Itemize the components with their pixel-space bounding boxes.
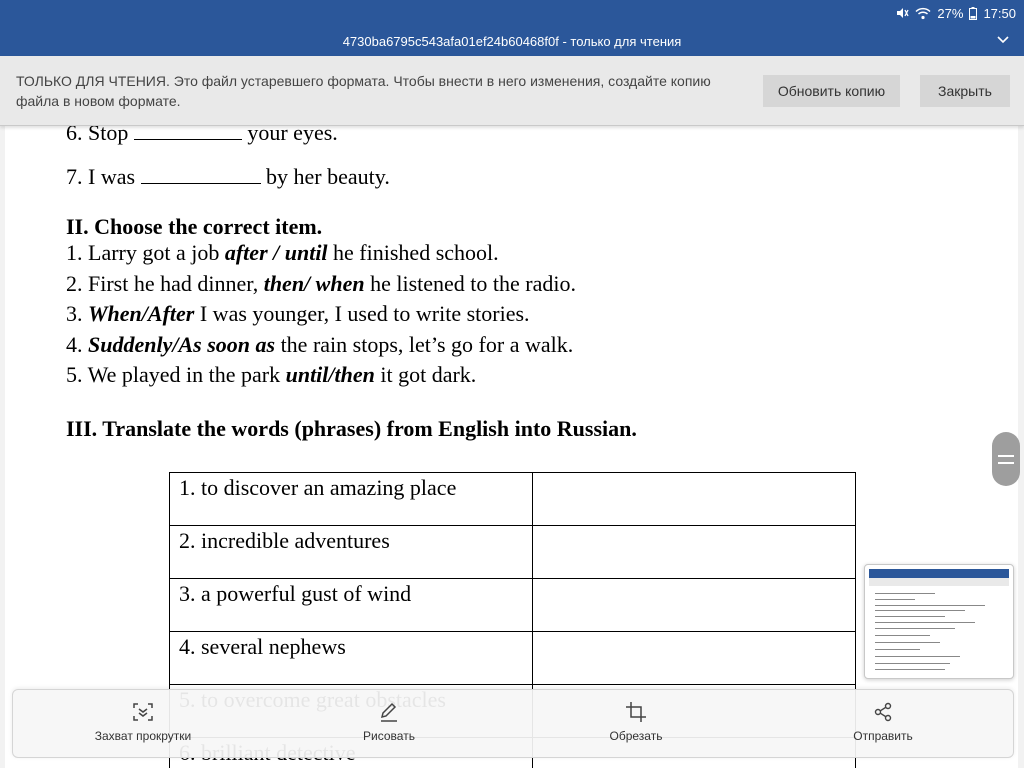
choice-item: 2. First he had dinner, then/ when he listened to the radio. [66,271,576,296]
thumbnail-line [875,605,985,606]
thumbnail-line [875,593,935,594]
thumbnail-line [875,663,950,664]
table-row [170,579,856,632]
line-6-start: 6. Stop [66,126,129,145]
crop-icon [625,702,647,722]
mute-icon [895,6,909,20]
share-label: Отправить [853,729,913,743]
document-title: 4730ba6795c543afa01ef24b60468f0f - только для чтения [342,33,682,49]
exercise-line-6 [66,126,338,146]
choice-item: 5. We played in the park until/then it got dark. [66,362,477,387]
table-cell-phrase: 4. several nephews [170,632,533,685]
table-row [170,473,856,526]
grip-line [998,455,1014,457]
thumbnail-line [875,610,965,611]
table-cell-translation [533,473,856,526]
page-thumbnail[interactable] [864,564,1014,679]
share-button[interactable] [833,702,933,743]
table-cell-phrase: 2. incredible adventures [170,526,533,579]
pencil-icon [378,702,400,722]
table-cell-translation [533,632,856,685]
chevron-down-icon[interactable] [996,33,1010,50]
clock: 17:50 [983,5,1016,21]
battery-icon [969,7,977,20]
line-7-start: 7. I was [66,164,136,189]
scroll-handle[interactable] [992,432,1020,486]
thumbnail-line [875,635,930,636]
line-6-end: your eyes. [247,126,338,145]
answer-blank [141,167,261,184]
choice-item: 4. Suddenly/As soon as the rain stops, let’s go for a walk. [66,332,574,357]
exercise-line-7 [66,164,390,190]
screenshot-toolbar [12,689,1014,758]
section-2-heading: II. Choose the correct item. [66,214,323,239]
section-3-heading: III. Translate the words (phrases) from English into Russian. [66,416,637,441]
choice-item: 1. Larry got a job after / until he finished school. [66,240,499,265]
battery-percent: 27% [937,5,964,21]
thumbnail-line [875,656,960,657]
wifi-icon [915,7,931,20]
thumbnail-line [875,628,955,629]
close-button[interactable]: Закрыть [920,75,1010,107]
table-row [170,632,856,685]
update-copy-button[interactable]: Обновить копию [763,75,900,107]
scroll-capture-label: Захват прокрутки [94,729,192,743]
table-cell-phrase: 1. to discover an amazing place [170,473,533,526]
scroll-capture-button[interactable] [93,702,193,743]
thumbnail-line [875,616,945,617]
crop-button[interactable] [586,702,686,743]
read-only-info-bar [0,56,1024,126]
table-row [170,526,856,579]
thumbnail-line [875,669,945,670]
thumbnail-line [875,622,975,623]
thumbnail-line [875,649,920,650]
share-icon [872,702,894,722]
crop-label: Обрезать [609,729,663,743]
thumbnail-info-bar [869,578,1009,586]
table-cell-phrase: 3. a powerful gust of wind [170,579,533,632]
line-7-end: by her beauty. [266,164,390,189]
scroll-capture-icon [132,702,154,722]
draw-label: Рисовать [363,729,415,743]
draw-button[interactable] [339,702,439,743]
thumbnail-line [875,599,915,600]
table-cell-translation [533,526,856,579]
status-bar [0,0,1024,26]
thumbnail-line [875,642,940,643]
answer-blank [134,126,242,140]
title-bar [0,26,1024,56]
choice-item: 3. When/After I was younger, I used to write stories. [66,301,530,326]
table-cell-translation [533,579,856,632]
grip-line [998,462,1014,464]
read-only-message: ТОЛЬКО ДЛЯ ЧТЕНИЯ. Это файл устаревшего формата. Чтобы внести в него изменения, создайте копию файла в новом формате. [16,73,711,109]
thumbnail-header [869,569,1009,578]
